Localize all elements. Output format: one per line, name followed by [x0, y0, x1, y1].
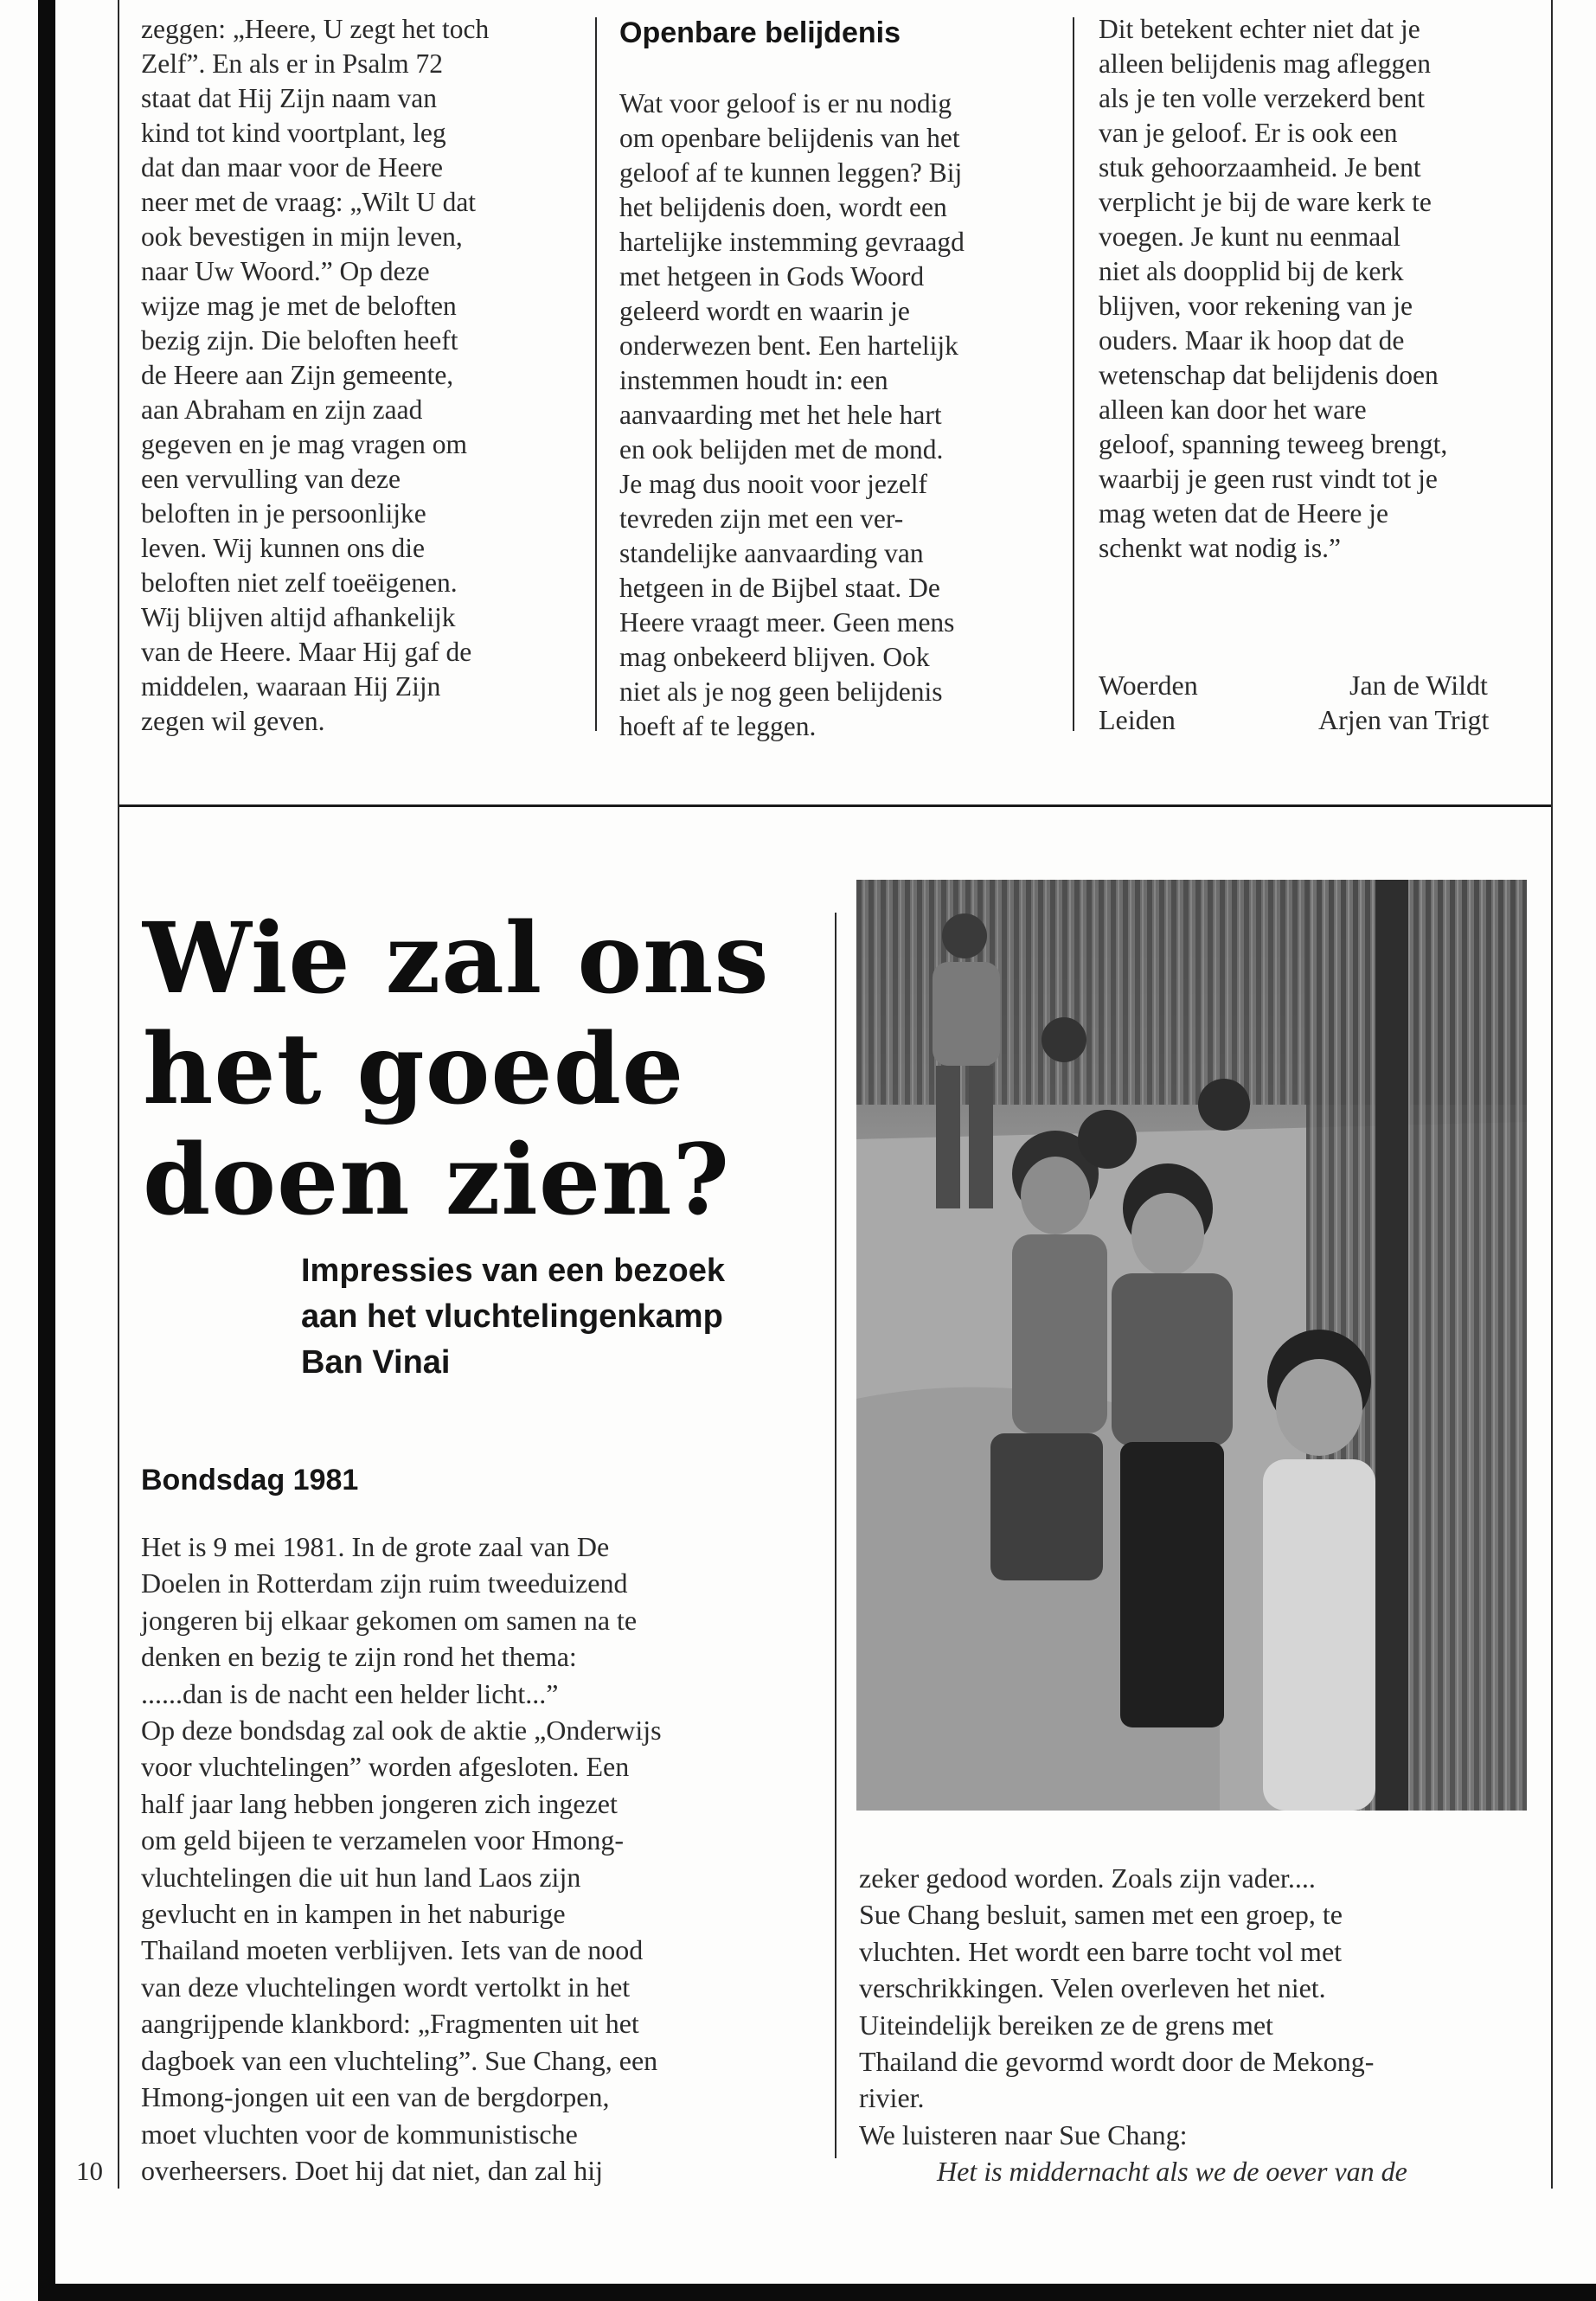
col2-line: om openbare belijdenis van het — [619, 123, 960, 153]
col3-line: blijven, voor rekening van je — [1099, 291, 1413, 321]
top-column-3 — [1099, 12, 1447, 566]
title-line-3: doen zien? — [143, 1124, 731, 1237]
body-right-line: zeker gedood worden. Zoals zijn vader.... — [859, 1862, 1316, 1894]
col3-line: verplicht je bij de ware kerk te — [1099, 187, 1432, 217]
col1-line: beloften niet zelf toeëigenen. — [141, 567, 458, 598]
photo-icon — [856, 880, 1527, 1811]
col3-line: wetenschap dat belijdenis doen — [1099, 360, 1439, 390]
col2-line: geleerd wordt en waarin je — [619, 296, 910, 326]
signature-place-2: Leiden — [1099, 704, 1176, 735]
body-left-line: jongeren bij elkaar gekomen om samen na te — [141, 1604, 638, 1636]
lower-rule-mid — [835, 913, 836, 2158]
col1-line: Zelf”. En als er in Psalm 72 — [141, 48, 444, 79]
body-left-line: aangrijpende klankbord: „Fragmenten uit het — [141, 2008, 639, 2040]
body-left-line: Hmong-jongen uit een van de bergdorpen, — [141, 2081, 610, 2113]
col2-line: en ook belijden met de mond. — [619, 434, 944, 465]
column-rule-2 — [1073, 17, 1074, 731]
body-right-line: verschrikkingen. Velen overleven het niet. — [859, 1972, 1326, 2004]
body-left-line: vluchtelingen die uit hun land Laos zijn — [141, 1861, 581, 1893]
col1-line: van de Heere. Maar Hij gaf de — [141, 637, 472, 667]
col1-line: naar Uw Woord.” Op deze — [141, 256, 430, 286]
page-number: 10 — [76, 2156, 103, 2186]
lower-rule-right — [1551, 804, 1553, 2189]
subtitle-line-3: Ban Vinai — [301, 1344, 451, 1381]
signature-name-2: Arjen van Trigt — [1318, 704, 1490, 735]
col1-line: zeggen: „Heere, U zegt het toch — [141, 14, 490, 44]
body-left-line: van deze vluchtelingen wordt vertolkt in het — [141, 1971, 631, 2003]
signature-place-1: Woerden — [1099, 670, 1198, 701]
col1-line: neer met de vraag: „Wilt U dat — [141, 187, 477, 217]
col1-line: dat dan maar voor de Heere — [141, 152, 443, 183]
body-left-line: Thailand moeten verblijven. Iets van de nood — [141, 1934, 644, 1966]
body-right-line: Thailand die gevormd wordt door de Mekong- — [859, 2046, 1375, 2078]
lower-rule-left — [118, 804, 119, 2189]
col1-line: gegeven en je mag vragen om — [141, 429, 467, 459]
col2-line: standelijke aanvaarding van — [619, 538, 924, 568]
col2-line: hoeft af te leggen. — [619, 711, 817, 741]
col2-line: Heere vraagt meer. Geen mens — [619, 607, 955, 638]
scan-edge-left — [38, 0, 55, 2301]
col3-line: alleen belijdenis mag afleggen — [1099, 48, 1431, 79]
col1-line: ook bevestigen in mijn leven, — [141, 221, 463, 252]
col3-line: voegen. Je kunt nu eenmaal — [1099, 221, 1401, 252]
col1-line: kind tot kind voortplant, leg — [141, 118, 446, 148]
body-left-line: Doelen in Rotterdam zijn ruim tweeduizend — [141, 1567, 628, 1599]
article-title — [143, 904, 770, 1236]
body-right-line: Uiteindelijk bereiken ze de grens met — [859, 2009, 1273, 2041]
col2-line: Wat voor geloof is er nu nodig — [619, 88, 952, 119]
section-divider — [118, 804, 1553, 807]
col1-line: de Heere aan Zijn gemeente, — [141, 360, 454, 390]
col2-line: het belijdenis doen, wordt een — [619, 192, 947, 222]
col3-line: stuk gehoorzaamheid. Je bent — [1099, 152, 1421, 183]
title-line-1: Wie zal ons — [143, 902, 770, 1016]
col1-line: middelen, waaraan Hij Zijn — [141, 671, 441, 702]
signature-name-1: Jan de Wildt — [1349, 670, 1488, 701]
col3-line: geloof, spanning teweeg brengt, — [1099, 429, 1448, 459]
body-left-line: om geld bijeen te verzamelen voor Hmong- — [141, 1824, 625, 1856]
top-column-2 — [619, 12, 965, 744]
col3-line: schenkt wat nodig is.” — [1099, 533, 1341, 563]
body-left-line: moet vluchten voor de kommunistische — [141, 2118, 578, 2150]
article-body-left — [141, 1529, 662, 2189]
col1-line: bezig zijn. Die beloften heeft — [141, 325, 458, 356]
col2-line: aanvaarding met het hele hart — [619, 400, 942, 430]
col2-line: instemmen houdt in: een — [619, 365, 888, 395]
column-rule-left — [118, 0, 119, 804]
article-subtitle — [301, 1248, 725, 1386]
col1-line: leven. Wij kunnen ons die — [141, 533, 425, 563]
col2-line: geloof af te kunnen leggen? Bij — [619, 157, 963, 188]
col3-line: niet als doopplid bij de kerk — [1099, 256, 1404, 286]
top-column-1 — [141, 12, 489, 739]
col3-line: als je ten volle verzekerd bent — [1099, 83, 1425, 113]
subtitle-line-2: aan het vluchtelingenkamp — [301, 1298, 723, 1335]
col2-line: hetgeen in de Bijbel staat. De — [619, 573, 940, 603]
body-left-line: Op deze bondsdag zal ook de aktie „Onderwijs — [141, 1715, 662, 1747]
refugee-children-photo — [856, 880, 1527, 1811]
column-rule-right — [1551, 0, 1553, 804]
col1-line: een vervulling van deze — [141, 464, 401, 494]
section-heading: Bondsdag 1981 — [141, 1464, 359, 1497]
col3-line: alleen kan door het ware — [1099, 394, 1367, 425]
col2-line: hartelijke instemming gevraagd — [619, 227, 965, 257]
body-right-line: vluchten. Het wordt een barre tocht vol met — [859, 1935, 1343, 1967]
col1-line: staat dat Hij Zijn naam van — [141, 83, 438, 113]
col3-line: ouders. Maar ik hoop dat de — [1099, 325, 1405, 356]
col2-line: onderwezen bent. Een hartelijk — [619, 330, 958, 361]
body-right-line: Sue Chang besluit, samen met een groep, te — [859, 1899, 1343, 1931]
title-line-2: het goede — [143, 1013, 685, 1126]
col3-line: waarbij je geen rust vindt tot je — [1099, 464, 1438, 494]
col2-heading: Openbare belijdenis — [619, 16, 901, 49]
body-left-line: Het is 9 mei 1981. In de grote zaal van De — [141, 1531, 610, 1562]
col1-line: Wij blijven altijd afhankelijk — [141, 602, 456, 632]
body-left-line: ......dan is de nacht een helder licht...” — [141, 1677, 559, 1709]
body-left-line: half jaar lang hebben jongeren zich ingezet — [141, 1787, 618, 1819]
body-left-line: overheersers. Doet hij dat niet, dan zal hij — [141, 2154, 604, 2186]
subtitle-line-1: Impressies van een bezoek — [301, 1253, 726, 1289]
col3-line: Dit betekent echter niet dat je — [1099, 14, 1420, 44]
col3-line: van je geloof. Er is ook een — [1099, 118, 1398, 148]
col2-line: Je mag dus nooit voor jezelf — [619, 469, 928, 499]
body-left-line: dagboek van een vluchteling”. Sue Chang, een — [141, 2044, 658, 2076]
body-left-line: gevlucht en in kampen in het naburige — [141, 1898, 566, 1930]
body-left-line: denken en bezig te zijn rond het thema: — [141, 1641, 577, 1673]
col2-line: tevreden zijn met een ver- — [619, 503, 904, 534]
body-right-line: We luisteren naar Sue Chang: — [859, 2118, 1188, 2150]
col2-line: met hetgeen in Gods Woord — [619, 261, 925, 292]
col1-line: beloften in je persoonlijke — [141, 498, 426, 529]
body-left-line: voor vluchtelingen” worden afgesloten. Een — [141, 1751, 630, 1783]
col1-line: aan Abraham en zijn zaad — [141, 394, 423, 425]
col3-line: mag weten dat de Heere je — [1099, 498, 1388, 529]
col2-line: mag onbekeerd blijven. Ook — [619, 642, 930, 672]
body-right-italic-line: Het is middernacht als we de oever van de — [937, 2156, 1407, 2188]
scan-edge-bottom — [38, 2284, 1596, 2301]
article-body-right — [859, 1860, 1407, 2190]
column-rule-1 — [595, 17, 597, 731]
body-right-line: rivier. — [859, 2082, 925, 2114]
col1-line: zegen wil geven. — [141, 706, 325, 736]
col2-line: niet als je nog geen belijdenis — [619, 676, 943, 707]
col1-line: wijze mag je met de beloften — [141, 291, 457, 321]
